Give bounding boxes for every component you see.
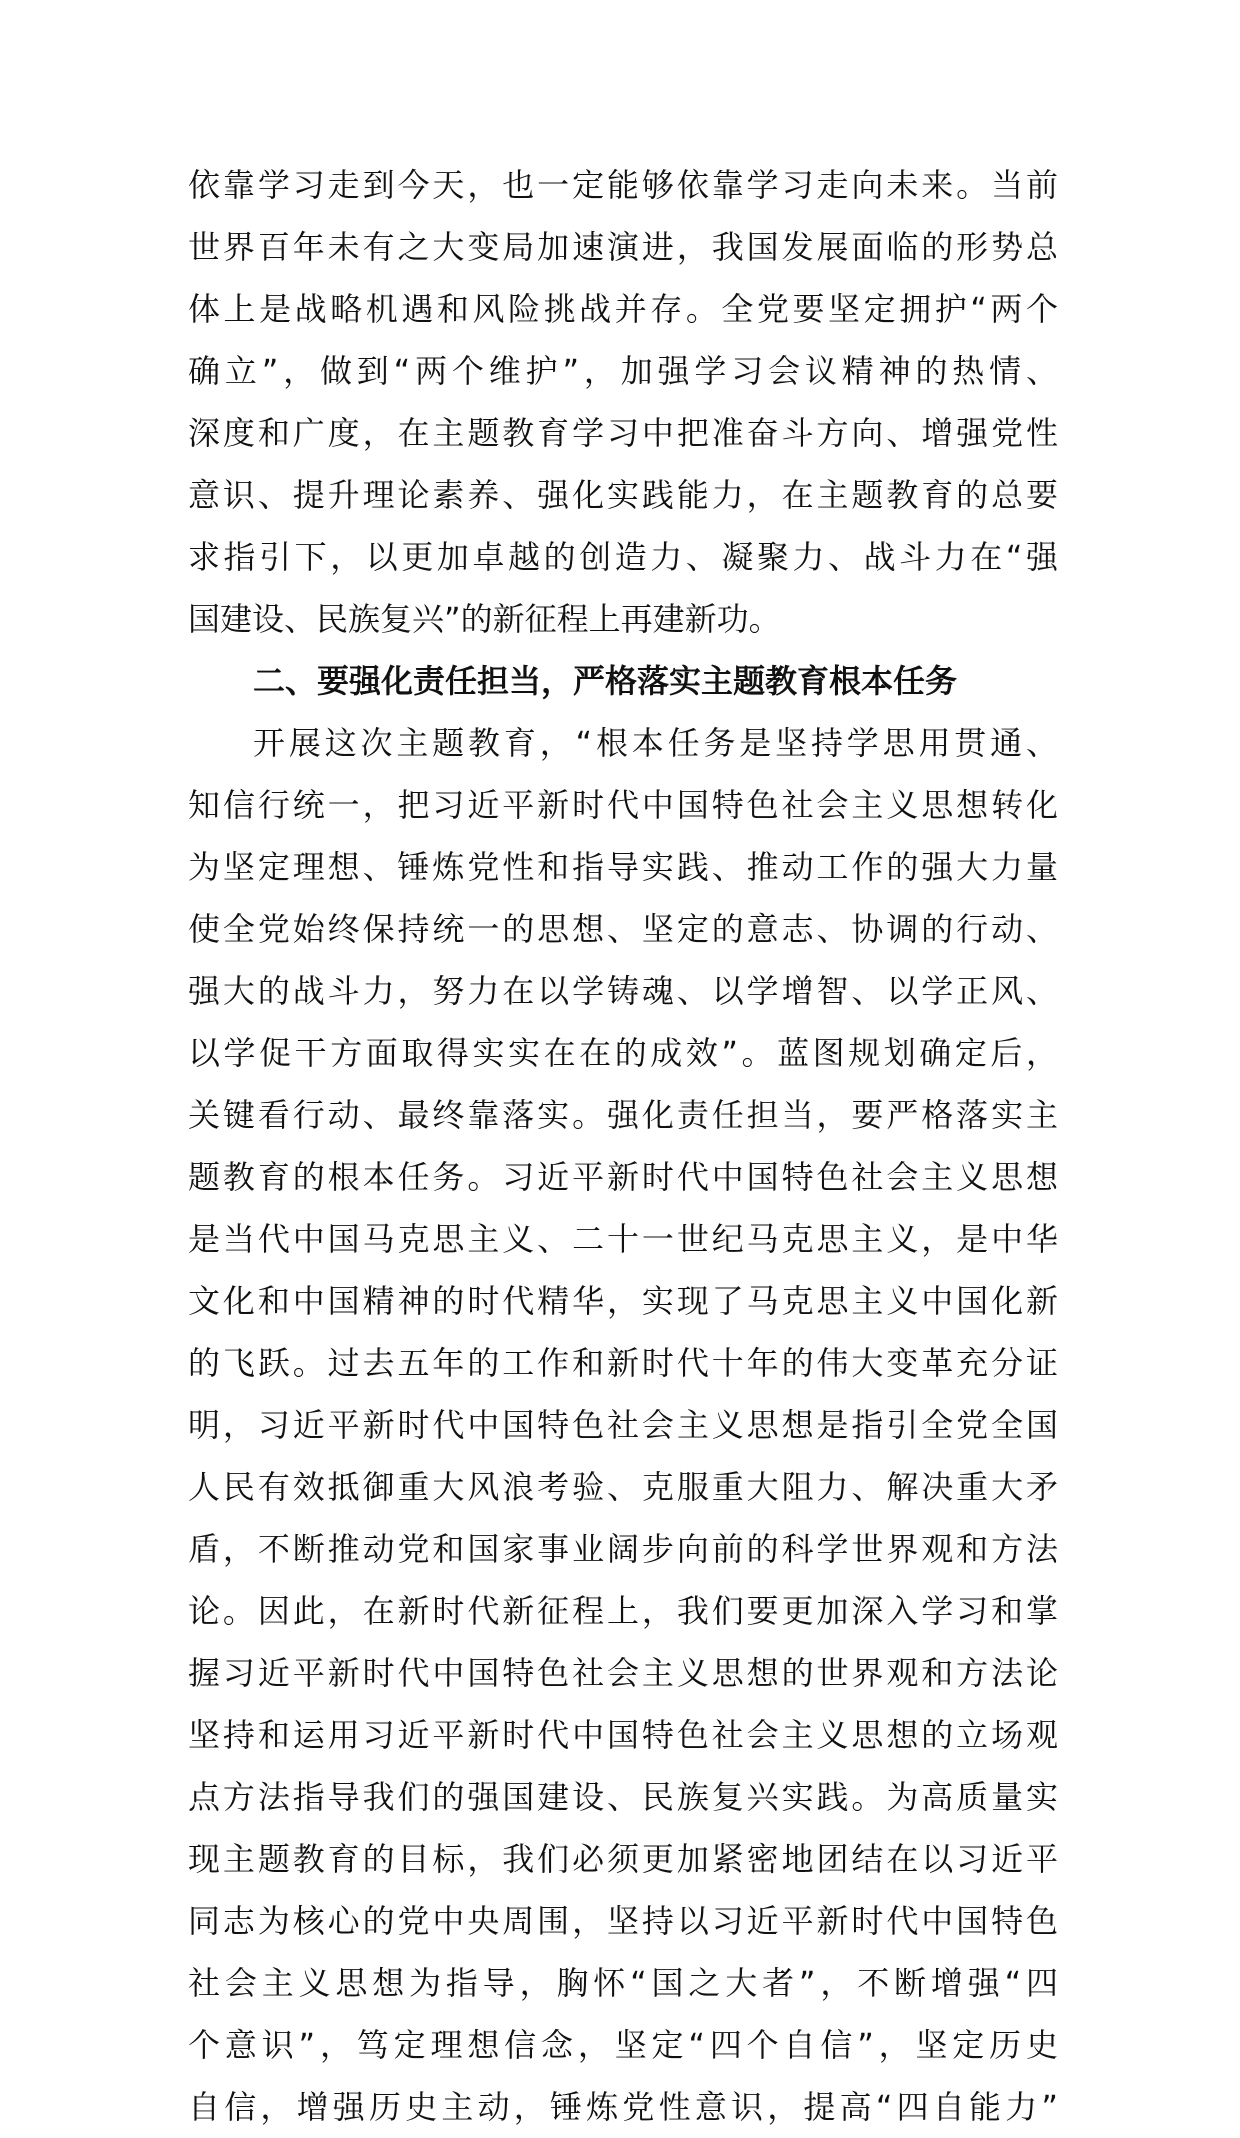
text-line: 同志为核心的党中央周围，坚持以习近平新时代中国特色 bbox=[188, 1902, 1058, 1940]
text-line: 开展这次主题教育，“根本任务是坚持学思用贯通、 bbox=[253, 724, 1058, 762]
text-line: 体上是战略机遇和风险挑战并存。全党要坚定拥护“两个 bbox=[188, 290, 1058, 328]
paragraph-2 bbox=[188, 712, 1058, 2138]
text-line: 社会主义思想为指导，胸怀“国之大者”，不断增强“四 bbox=[188, 1964, 1058, 2002]
paragraph-1 bbox=[188, 154, 1058, 650]
text-line: 的飞跃。过去五年的工作和新时代十年的伟大变革充分证 bbox=[188, 1344, 1058, 1382]
text-line: 人民有效抵御重大风浪考验、克服重大阻力、解决重大矛 bbox=[188, 1468, 1058, 1506]
text-line: 确立”，做到“两个维护”，加强学习会议精神的热情、 bbox=[188, 352, 1058, 390]
text-line: 依靠学习走到今天，也一定能够依靠学习走向未来。当前 bbox=[188, 166, 1058, 204]
text-line: 是当代中国马克思主义、二十一世纪马克思主义，是中华 bbox=[188, 1220, 1058, 1258]
text-line: 意识、提升理论素养、强化实践能力，在主题教育的总要 bbox=[188, 476, 1058, 514]
section-heading: 二、要强化责任担当，严格落实主题教育根本任务 bbox=[253, 662, 958, 700]
document-page bbox=[188, 154, 1058, 2138]
text-line: 个意识”，笃定理想信念，坚定“四个自信”，坚定历史 bbox=[188, 2026, 1058, 2064]
text-line: 点方法指导我们的强国建设、民族复兴实践。为高质量实 bbox=[188, 1778, 1058, 1816]
text-line: 握习近平新时代中国特色社会主义思想的世界观和方法论 bbox=[188, 1654, 1058, 1692]
text-line: 深度和广度，在主题教育学习中把准奋斗方向、增强党性 bbox=[188, 414, 1058, 452]
text-line: 自信，增强历史主动，锤炼党性意识，提高“四自能力” bbox=[188, 2088, 1058, 2126]
text-line: 文化和中国精神的时代精华，实现了马克思主义中国化新 bbox=[188, 1282, 1058, 1320]
text-line: 知信行统一，把习近平新时代中国特色社会主义思想转化 bbox=[188, 786, 1058, 824]
text-line: 现主题教育的目标，我们必须更加紧密地团结在以习近平 bbox=[188, 1840, 1058, 1878]
text-line: 论。因此，在新时代新征程上，我们要更加深入学习和掌 bbox=[188, 1592, 1058, 1630]
text-line: 求指引下，以更加卓越的创造力、凝聚力、战斗力在“强 bbox=[188, 538, 1058, 576]
text-line: 使全党始终保持统一的思想、坚定的意志、协调的行动、 bbox=[188, 910, 1058, 948]
text-line: 以学促干方面取得实实在在的成效”。蓝图规划确定后， bbox=[188, 1034, 1058, 1072]
text-line: 盾，不断推动党和国家事业阔步向前的科学世界观和方法 bbox=[188, 1530, 1058, 1568]
text-line: 题教育的根本任务。习近平新时代中国特色社会主义思想 bbox=[188, 1158, 1058, 1196]
text-line: 坚持和运用习近平新时代中国特色社会主义思想的立场观 bbox=[188, 1716, 1058, 1754]
text-line: 关键看行动、最终靠落实。强化责任担当，要严格落实主 bbox=[188, 1096, 1058, 1134]
text-line: 明，习近平新时代中国特色社会主义思想是指引全党全国 bbox=[188, 1406, 1058, 1444]
text-line: 国建设、民族复兴”的新征程上再建新功。 bbox=[188, 600, 781, 638]
text-line: 强大的战斗力，努力在以学铸魂、以学增智、以学正风、 bbox=[188, 972, 1058, 1010]
text-line: 为坚定理想、锤炼党性和指导实践、推动工作的强大力量 bbox=[188, 848, 1058, 886]
text-line: 世界百年未有之大变局加速演进，我国发展面临的形势总 bbox=[188, 228, 1058, 266]
